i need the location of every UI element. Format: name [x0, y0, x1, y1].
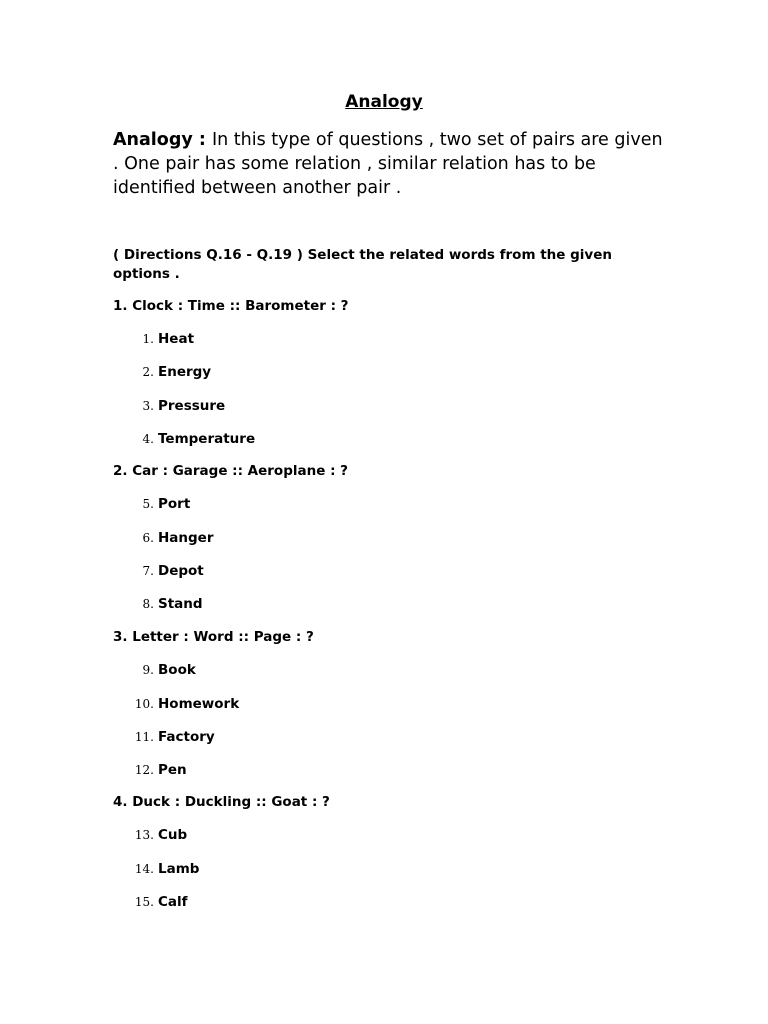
- option-13: [126, 826, 187, 844]
- option-2: [126, 363, 211, 381]
- option-number: 10.: [134, 697, 154, 711]
- option-number: 2.: [142, 365, 154, 379]
- option-9: [126, 661, 196, 679]
- option-number: 12.: [134, 763, 154, 777]
- option-number: 4.: [142, 432, 154, 446]
- option-text: Depot: [158, 563, 204, 579]
- question-3: 3. Letter : Word :: Page : ?: [113, 629, 314, 645]
- option-number: 11.: [134, 730, 154, 744]
- option-15: [126, 893, 188, 911]
- page-title: Analogy: [345, 92, 423, 112]
- option-3: [126, 397, 225, 415]
- option-8: [126, 595, 203, 613]
- option-text: Calf: [158, 894, 188, 910]
- option-text: Factory: [158, 729, 215, 745]
- option-text: Heat: [158, 331, 195, 347]
- option-text: Cub: [158, 827, 188, 843]
- option-text: Homework: [158, 696, 240, 712]
- option-7: [126, 562, 204, 580]
- option-number: 14.: [134, 862, 154, 876]
- option-number: 8.: [142, 597, 154, 611]
- option-text: Pressure: [158, 398, 226, 414]
- option-text: Hanger: [158, 530, 214, 546]
- option-4: [126, 430, 255, 448]
- option-number: 9.: [142, 663, 154, 677]
- option-1: [126, 330, 194, 348]
- option-number: 13.: [134, 828, 154, 842]
- option-6: [126, 529, 214, 547]
- option-5: [126, 495, 190, 513]
- option-number: 1.: [142, 332, 154, 346]
- option-text: Pen: [158, 762, 187, 778]
- intro-lead: Analogy :: [113, 130, 212, 150]
- option-number: 3.: [142, 399, 154, 413]
- option-11: [126, 728, 215, 746]
- option-12: [126, 761, 187, 779]
- question-2: 2. Car : Garage :: Aeroplane : ?: [113, 463, 349, 479]
- option-text: Book: [158, 662, 196, 678]
- option-text: Stand: [158, 596, 203, 612]
- option-number: 5.: [142, 497, 154, 511]
- directions-text: ( Directions Q.16 - Q.19 ) Select the related words from the given options .: [113, 247, 612, 282]
- option-10: [126, 695, 239, 713]
- option-text: Energy: [158, 364, 212, 380]
- option-number: 15.: [134, 895, 154, 909]
- question-4: 4. Duck : Duckling :: Goat : ?: [113, 794, 330, 810]
- question-1: 1. Clock : Time :: Barometer : ?: [113, 298, 349, 314]
- intro-text: In this type of questions , two set of pairs are given . One pair has some relation , similar relation has to be identified between another pair .: [113, 130, 663, 198]
- option-text: Temperature: [158, 431, 256, 447]
- option-text: Port: [158, 496, 191, 512]
- option-text: Lamb: [158, 861, 200, 877]
- option-number: 6.: [142, 531, 154, 545]
- option-number: 7.: [142, 564, 154, 578]
- intro-paragraph: [113, 128, 673, 200]
- option-14: [126, 860, 199, 878]
